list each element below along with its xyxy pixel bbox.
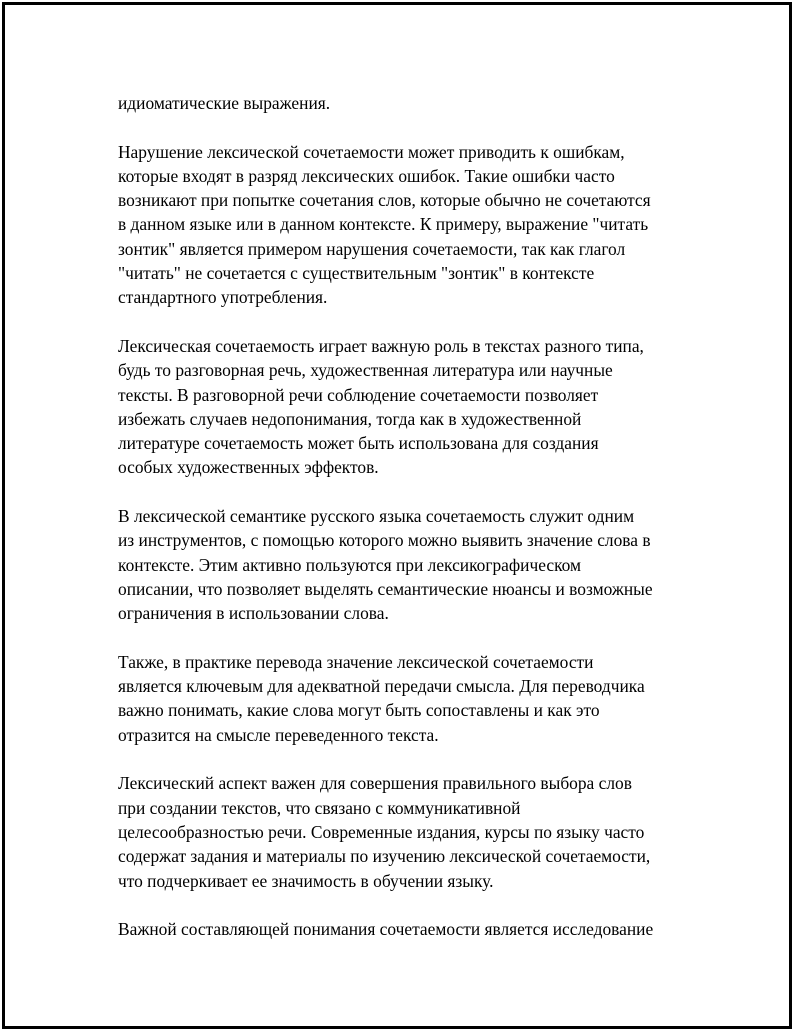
text-line: избежать случаев недопонимания, тогда как в художественной — [118, 408, 582, 429]
paragraph — [118, 140, 693, 310]
text-line: будь то разговорная речь, художественная литература или научные — [118, 360, 613, 381]
paragraph — [118, 650, 693, 747]
text-line: является ключевым для адекватной передачи смысла. Для переводчика — [118, 676, 645, 697]
text-line: Важной составляющей понимания сочетаемости является исследование — [118, 919, 654, 940]
text-line: Также, в практике перевода значение лексической сочетаемости — [118, 651, 594, 672]
paragraph — [118, 91, 693, 115]
text-line: идиоматические выражения. — [118, 93, 331, 113]
paragraph-spacer — [118, 310, 693, 334]
text-line: Нарушение лексической сочетаемости может приводить к ошибкам, — [118, 141, 625, 162]
text-line: в данном языке или в данном контексте. К примеру, выражение "читать — [118, 214, 649, 235]
text-line: Лексический аспект важен для совершения правильного выбора слов — [118, 773, 632, 794]
text-line: зонтик" является примером нарушения сочетаемости, так как глагол — [118, 238, 626, 259]
paragraph-spacer — [118, 115, 693, 139]
paragraph — [118, 504, 693, 625]
paragraph-spacer — [118, 480, 693, 504]
paragraph-spacer — [118, 626, 693, 650]
paragraph — [118, 771, 693, 892]
text-line: ограничения в использовании слова. — [118, 603, 389, 624]
text-line: контексте. Этим активно пользуются при лексикографическом — [118, 554, 582, 575]
text-line: стандартного употребления. — [118, 287, 328, 308]
text-line: тексты. В разговорной речи соблюдение сочетаемости позволяет — [118, 384, 599, 405]
text-line: которые входят в разряд лексических ошибок. Такие ошибки часто — [118, 165, 615, 186]
document-body — [118, 91, 693, 941]
text-line: что подчеркивает ее значимость в обучении языку. — [118, 870, 494, 891]
text-line: из инструментов, с помощью которого можно выявить значение слова в — [118, 530, 651, 551]
text-line: литературе сочетаемость может быть использована для создания — [118, 433, 599, 454]
text-line: В лексической семантике русского языка сочетаемость служит одним — [118, 506, 635, 527]
paragraph-spacer — [118, 893, 693, 917]
paragraph — [118, 334, 693, 480]
text-line: содержат задания и материалы по изучению лексической сочетаемости, — [118, 846, 651, 867]
text-line: описании, что позволяет выделять семантические нюансы и возможные — [118, 578, 653, 599]
text-line: при создании текстов, что связано с коммуникативной — [118, 797, 521, 818]
text-line: особых художественных эффектов. — [118, 457, 379, 478]
text-line: "читать" не сочетается с существительным "зонтик" в контексте — [118, 263, 595, 284]
text-line: возникают при попытке сочетания слов, которые обычно не сочетаются — [118, 190, 651, 211]
text-line: отразится на смысле переведенного текста. — [118, 724, 439, 745]
text-line: важно понимать, какие слова могут быть сопоставлены и как это — [118, 700, 600, 721]
text-line: целесообразностью речи. Современные издания, курсы по языку часто — [118, 821, 645, 842]
paragraph-spacer — [118, 747, 693, 771]
paragraph — [118, 917, 693, 941]
text-line: Лексическая сочетаемость играет важную роль в текстах разного типа, — [118, 335, 644, 356]
